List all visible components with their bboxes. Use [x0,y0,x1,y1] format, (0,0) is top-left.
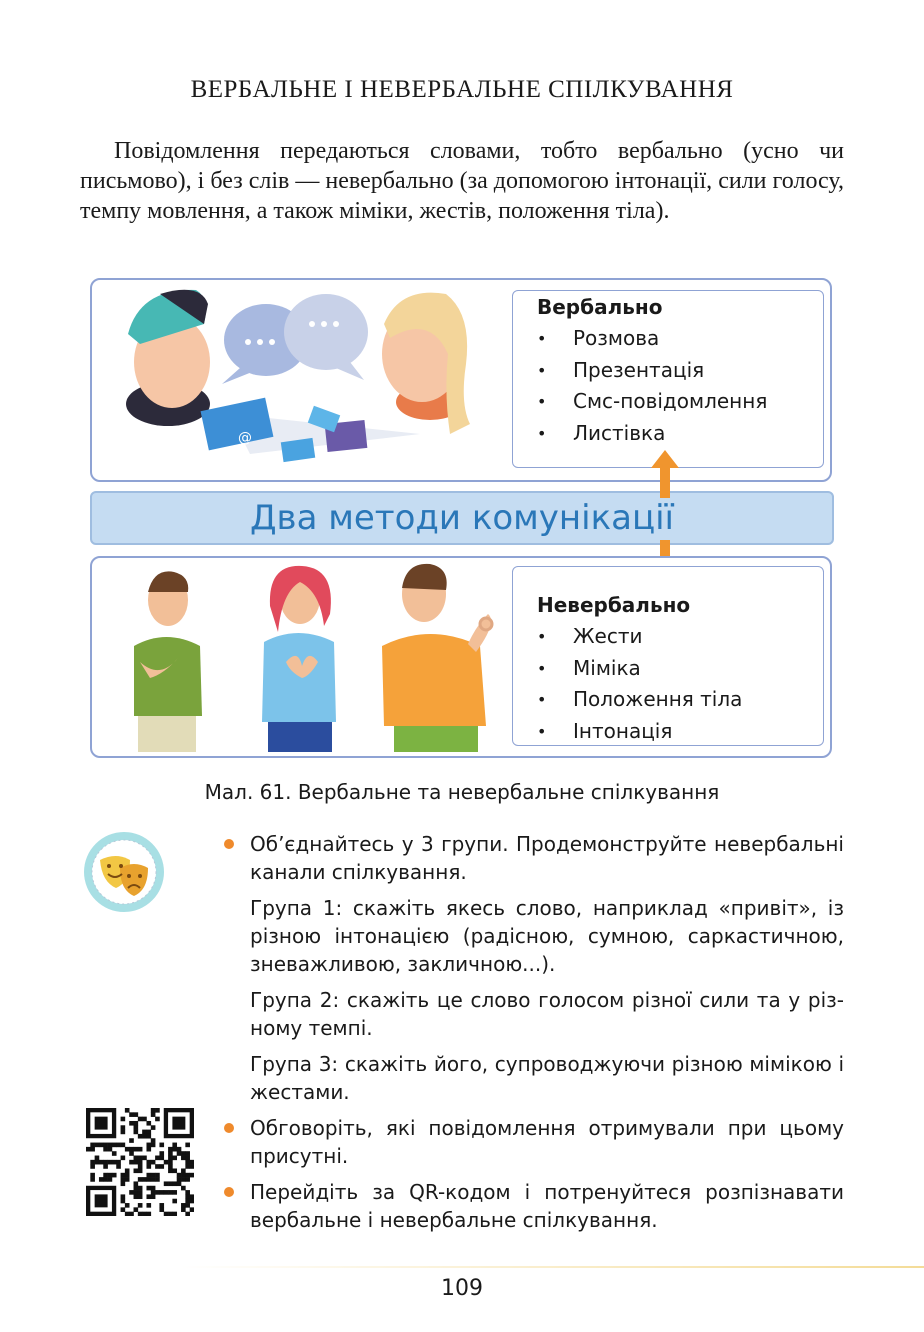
orange-bullet-icon [224,1123,234,1133]
footer-rule [180,1266,924,1268]
task-item-1 [250,830,844,1106]
list-item: • Жести [537,621,813,653]
list-item: • Міміка [537,653,813,685]
task-text: Обговоріть, які повідомлення отримували при цьому присутні. [250,1116,844,1168]
verbal-heading: Вербально [537,295,663,319]
arrow-up-icon [651,450,679,498]
task-item-2 [250,1114,844,1170]
verbal-list [537,323,813,449]
intro-paragraph: Повідомлення передаються словами, тобто вербально (усно чи письмово), і без слів — невербально (за допомогою інтонації, сили голосу, темпу мовлення, а також міміки, жестів, положення тіла). [80,138,844,224]
list-item: • Листівка [537,418,813,450]
list-item: • Презентація [537,355,813,387]
page-number: 109 [441,1276,483,1301]
orange-bullet-icon [224,1187,234,1197]
task-text: Перейдіть за QR-кодом і потренуйтеся розпізнавати вербальне і невербальне спілкування. [250,1180,844,1232]
communication-methods-band: Два методи комунікації [90,491,834,545]
nonverbal-list [537,621,813,747]
figure-caption: Мал. 61. Вербальне та невербальне спілкування [204,780,720,804]
list-item: • Розмова [537,323,813,355]
nonverbal-list-box [512,566,824,746]
list-item: • Смс-повідомлення [537,386,813,418]
verbal-illustration [100,284,500,464]
theater-masks-icon [82,830,166,914]
task-subitem: Група 1: скажіть якесь слово, наприклад «привіт», із різною інтонацією (радісною, сумною, саркастичною, зневажливою, закличною...). [250,896,844,976]
task-list [250,830,844,1242]
orange-bullet-icon [224,839,234,849]
svg-text:@: @ [238,430,252,446]
nonverbal-heading: Невербально [537,593,691,617]
task-subitem: Група 2: скажіть це слово голосом різної сили та у різ-ному темпі. [250,988,844,1040]
verbal-list-box [512,290,824,468]
nonverbal-illustration [120,562,504,752]
page-title: ВЕРБАЛЬНЕ І НЕВЕРБАЛЬНЕ СПІЛКУВАННЯ [190,76,734,103]
task-item-3 [250,1178,844,1234]
qr-code[interactable] [86,1108,194,1216]
task-text: Об’єднайтесь у 3 групи. Продемонструйте невербальні канали спілкування. [250,832,844,884]
list-item: • Інтонація [537,716,813,748]
task-subitem: Група 3: скажіть його, супроводжуючи різною мімікою і жестами. [250,1052,844,1104]
list-item: • Положення тіла [537,684,813,716]
